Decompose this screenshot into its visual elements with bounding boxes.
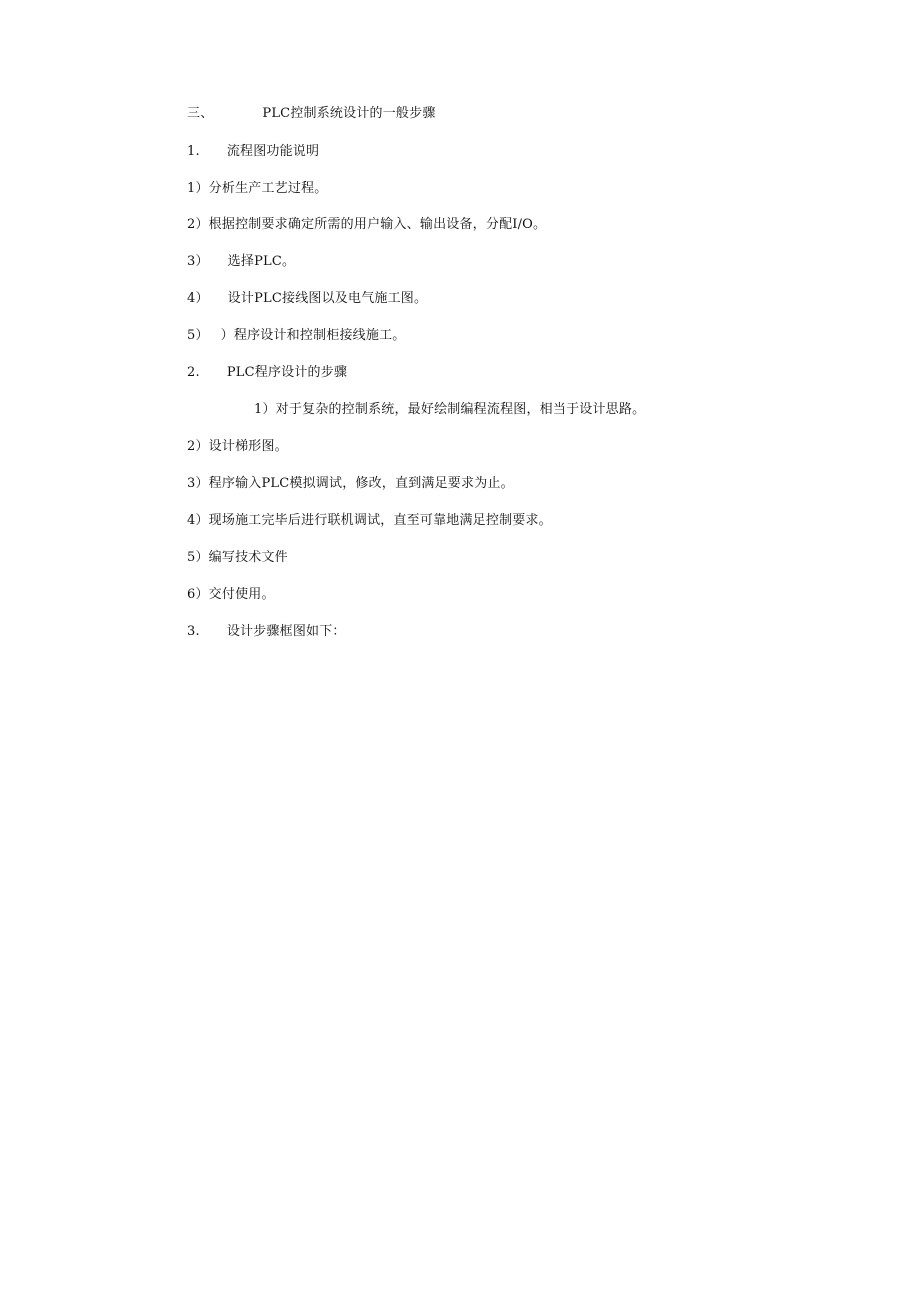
step-1-2: 2）根据控制要求确定所需的用户输入、输出设备，分配I/O。 [187,217,547,232]
subsection-1-title: 流程图功能说明 [226,144,320,159]
step-1-5-number: 5） [187,328,209,343]
subsection-1-heading [187,143,319,161]
step-1-5 [187,327,405,345]
subsection-3-title: 设计步骤框图如下： [226,624,346,639]
subsection-2-heading [187,364,347,382]
step-2-3: 3）程序输入PLC模拟调试，修改，直到满足要求为止。 [187,476,514,491]
subsection-2-number: 2. [187,365,200,380]
step-2-6: 6）交付使用。 [187,587,275,602]
step-1-3-number: 3） [187,254,209,269]
step-1-3 [187,253,295,271]
section-heading-number: 三、 [187,106,214,121]
step-2-4: 4）现场施工完毕后进行联机调试，直至可靠地满足控制要求。 [187,513,552,528]
subsection-1-number: 1. [187,144,200,159]
step-1-4 [187,290,427,308]
step-2-1: 1）对于复杂的控制系统，最好绘制编程流程图，相当于设计思路。 [254,402,646,417]
section-heading [187,105,436,123]
step-2-5: 5）编写技术文件 [187,550,288,565]
step-1-4-text: 设计PLC接线图以及电气施工图。 [227,291,428,306]
subsection-3-number: 3. [187,624,200,639]
step-1-5-text: ）程序设计和控制柜接线施工。 [220,328,406,343]
subsection-3-heading [187,623,346,641]
step-1-4-number: 4） [187,291,209,306]
step-2-2: 2）设计梯形图。 [187,439,288,454]
step-1-3-text: 选择PLC。 [227,254,296,269]
subsection-2-title: PLC程序设计的步骤 [226,365,348,380]
section-heading-title: PLC控制系统设计的一般步骤 [262,106,436,121]
step-1-1: 1）分析生产工艺过程。 [187,181,328,196]
